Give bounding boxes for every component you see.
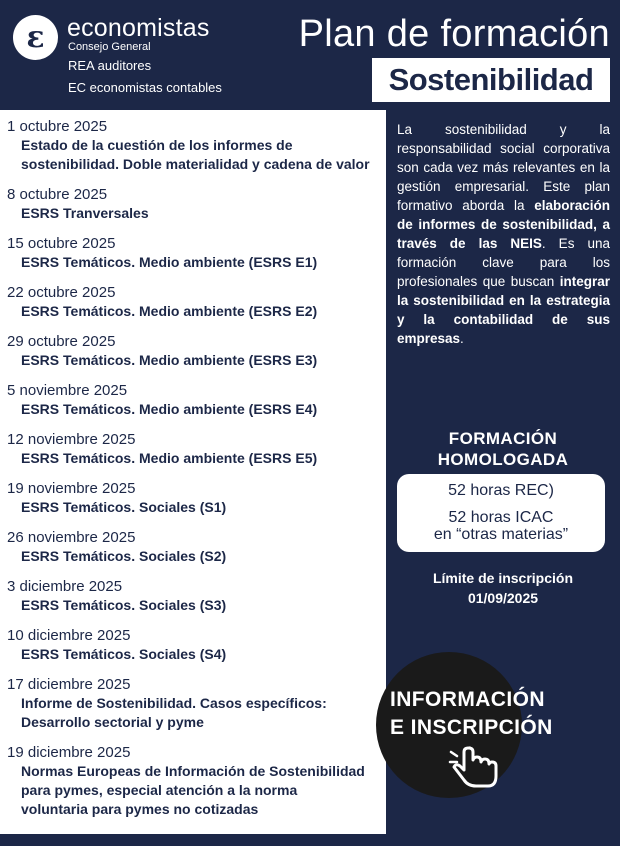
session-item (7, 333, 377, 370)
cta-line: INFORMACIÓN (390, 688, 545, 711)
session-title-line: sostenibilidad. Doble materialidad y cadena de valor (21, 156, 370, 172)
homologation-line: HOMOLOGADA (437, 450, 569, 469)
session-item (7, 627, 377, 664)
session-date: 17 diciembre 2025 (7, 676, 131, 693)
session-item (7, 118, 377, 174)
org-ec-economistas-contables: EC economistas contables (68, 80, 222, 95)
session-item (7, 235, 377, 272)
subtitle-box (372, 58, 610, 102)
bottom-strip (0, 834, 386, 846)
session-title-line: ESRS Temáticos. Medio ambiente (ESRS E2) (21, 303, 318, 319)
description-highlight: elaboración de informes de sostenibilidad, a través de las NEIS (397, 198, 610, 251)
session-item (7, 382, 377, 419)
description-text: La sostenibilidad y la responsabilidad social corporativa son cada vez más relevantes en la gestión empresarial. Este plan formativo aborda la (397, 122, 610, 213)
session-item (7, 676, 377, 732)
session-title-line: ESRS Temáticos. Medio ambiente (ESRS E3) (21, 352, 318, 368)
logo-letter: ε (26, 20, 45, 55)
session-date: 3 diciembre 2025 (7, 578, 123, 595)
session-title-line: Desarrollo sectorial y pyme (21, 714, 204, 730)
hours-icac-line: 52 horas ICAC (448, 509, 554, 526)
description-text: . (460, 331, 464, 346)
session-item (7, 480, 377, 517)
session-title-line: ESRS Temáticos. Medio ambiente (ESRS E4) (21, 401, 318, 417)
session-title-line: para pymes, especial atención a la norma (21, 782, 298, 798)
pointing-hand-icon[interactable] (448, 746, 504, 790)
hours-box (397, 474, 605, 552)
description-highlight: integrar la sostenibilidad en la estrategia y la contabilidad de sus empresas (397, 274, 610, 346)
brand-name: economistas (67, 14, 210, 42)
deadline-label: Límite de inscripción (432, 570, 574, 586)
session-title-line: ESRS Temáticos. Sociales (S4) (21, 646, 227, 662)
session-title-line: ESRS Temáticos. Medio ambiente (ESRS E5) (21, 450, 318, 466)
session-date: 26 noviembre 2025 (7, 529, 136, 546)
cta-line: E INSCRIPCIÓN (390, 716, 553, 739)
homologation-heading (386, 428, 620, 470)
session-title-line: Informe de Sostenibilidad. Casos específicos: (21, 695, 327, 711)
session-item (7, 578, 377, 615)
session-date: 5 noviembre 2025 (7, 382, 128, 399)
registration-deadline (386, 568, 620, 608)
session-title-line: ESRS Temáticos. Medio ambiente (ESRS E1) (21, 254, 318, 270)
info-registration-button[interactable] (390, 686, 610, 742)
header (0, 0, 620, 110)
session-item (7, 186, 377, 223)
session-date: 19 noviembre 2025 (7, 480, 136, 497)
session-date: 15 octubre 2025 (7, 235, 116, 252)
session-title-line: Estado de la cuestión de los informes de (21, 137, 293, 153)
hours-rec: 52 horas REC) (448, 482, 554, 499)
session-title-line: ESRS Temáticos. Sociales (S3) (21, 597, 227, 613)
brand-subtitle: Consejo General (68, 41, 151, 53)
page-title: Plan de formación (298, 13, 610, 55)
session-date: 19 diciembre 2025 (7, 744, 131, 761)
session-date: 1 octubre 2025 (7, 118, 108, 135)
session-date: 29 octubre 2025 (7, 333, 116, 350)
description-text: . Es una formación clave para los profesionales que buscan (397, 236, 610, 289)
session-item (7, 284, 377, 321)
hours-icac (397, 509, 605, 543)
page-subtitle: Sostenibilidad (388, 62, 594, 97)
session-title-line: ESRS Temáticos. Sociales (S1) (21, 499, 227, 515)
deadline-date: 01/09/2025 (467, 590, 539, 606)
homologation-line: FORMACIÓN (448, 429, 558, 448)
session-title-line: ESRS Tranversales (21, 205, 149, 221)
session-item (7, 431, 377, 468)
session-date: 8 octubre 2025 (7, 186, 108, 203)
org-rea-auditores: REA auditores (68, 58, 152, 73)
economistas-logo (13, 15, 58, 60)
description (397, 120, 610, 348)
session-item (7, 529, 377, 566)
hours-icac-line: en “otras materias” (433, 526, 569, 543)
schedule-panel (0, 110, 386, 834)
session-title-line: ESRS Temáticos. Sociales (S2) (21, 548, 227, 564)
session-title-line: voluntaria para pymes no cotizadas (21, 801, 259, 817)
session-date: 10 diciembre 2025 (7, 627, 131, 644)
session-date: 12 noviembre 2025 (7, 431, 136, 448)
session-title-line: Normas Europeas de Información de Sostenibilidad (21, 763, 365, 779)
session-date: 22 octubre 2025 (7, 284, 116, 301)
session-item (7, 744, 377, 819)
